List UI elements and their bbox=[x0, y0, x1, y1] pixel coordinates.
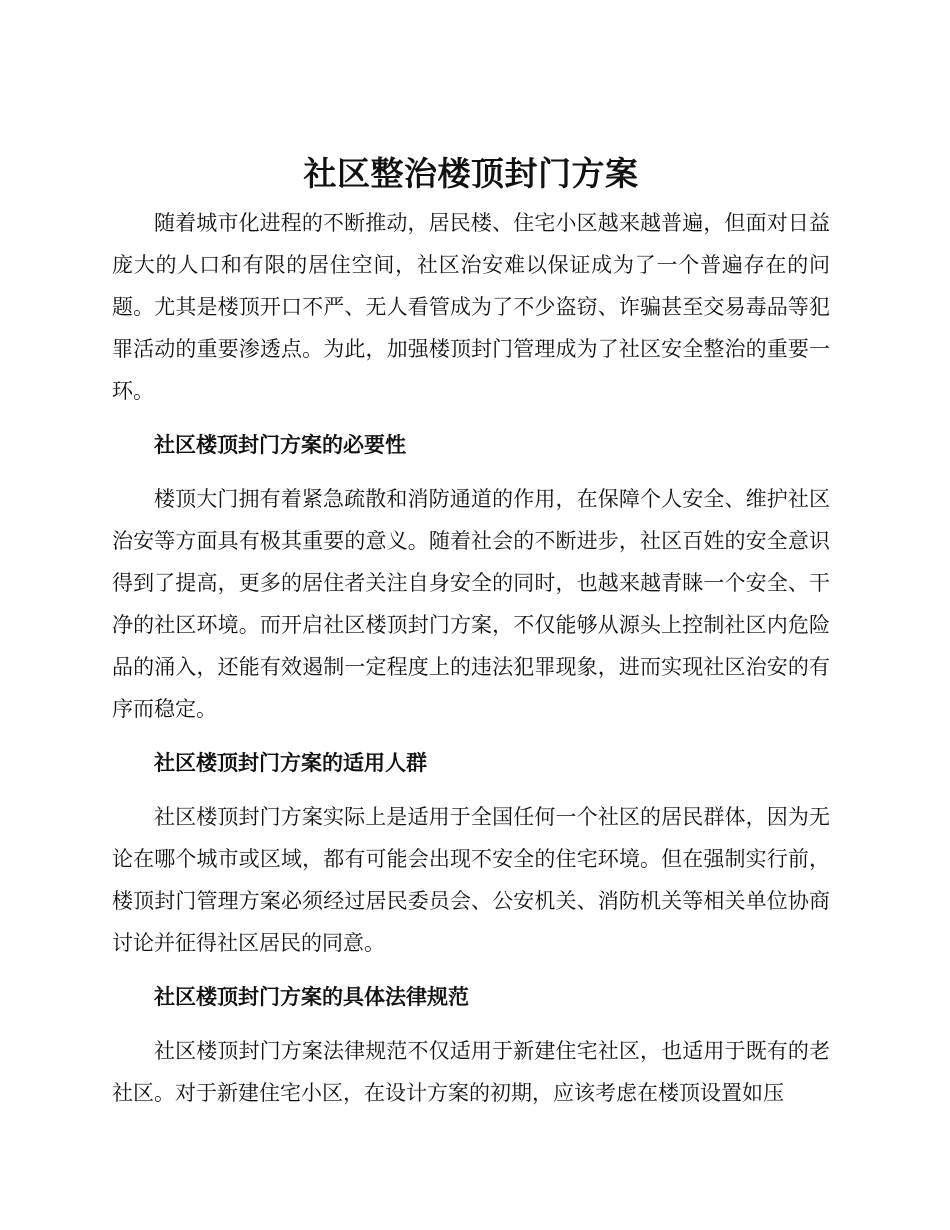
document-page bbox=[112, 150, 830, 1114]
section-body-necessity: 楼顶大门拥有着紧急疏散和消防通道的作用，在保障个人安全、维护社区治安等方面具有极其重要的意义。随着社会的不断进步，社区百姓的安全意识得到了提高，更多的居住者关注自身安全的同时，也越来越青睐一个安全、干净的社区环境。而开启社区楼顶封门方案，不仅能够从源头上控制社区内危险品的涌入，还能有效遏制一定程度上的违法犯罪现象，进而实现社区治安的有序而稳定。 bbox=[112, 487, 830, 721]
section-body-legal-norms: 社区楼顶封门方案法律规范不仅适用于新建住宅社区，也适用于既有的老社区。对于新建住宅小区，在设计方案的初期，应该考虑在楼顶设置如压 bbox=[112, 1039, 830, 1105]
intro-paragraph: 随着城市化进程的不断推动，居民楼、住宅小区越来越普遍，但面对日益庞大的人口和有限的居住空间，社区治安难以保证成为了一个普遍存在的问题。尤其是楼顶开口不严、无人看管成为了不少盗窃、诈骗甚至交易毒品等犯罪活动的重要渗透点。为此，加强楼顶封门管理成为了社区安全整治的重要一环。 bbox=[112, 211, 830, 403]
section-heading-legal-norms: 社区楼顶封门方案的具体法律规范 bbox=[154, 984, 469, 1009]
section-body-applicable-groups: 社区楼顶封门方案实际上是适用于全国任何一个社区的居民群体，因为无论在哪个城市或区域，都有可能会出现不安全的住宅环境。但在强制实行前，楼顶封门管理方案必须经过居民委员会、公安机关、消防机关等相关单位协商讨论并征得社区居民的同意。 bbox=[112, 805, 830, 955]
document-title: 社区整治楼顶封门方案 bbox=[303, 154, 639, 193]
section-heading-applicable-groups: 社区楼顶封门方案的适用人群 bbox=[154, 750, 427, 775]
section-heading-necessity: 社区楼顶封门方案的必要性 bbox=[154, 432, 406, 457]
